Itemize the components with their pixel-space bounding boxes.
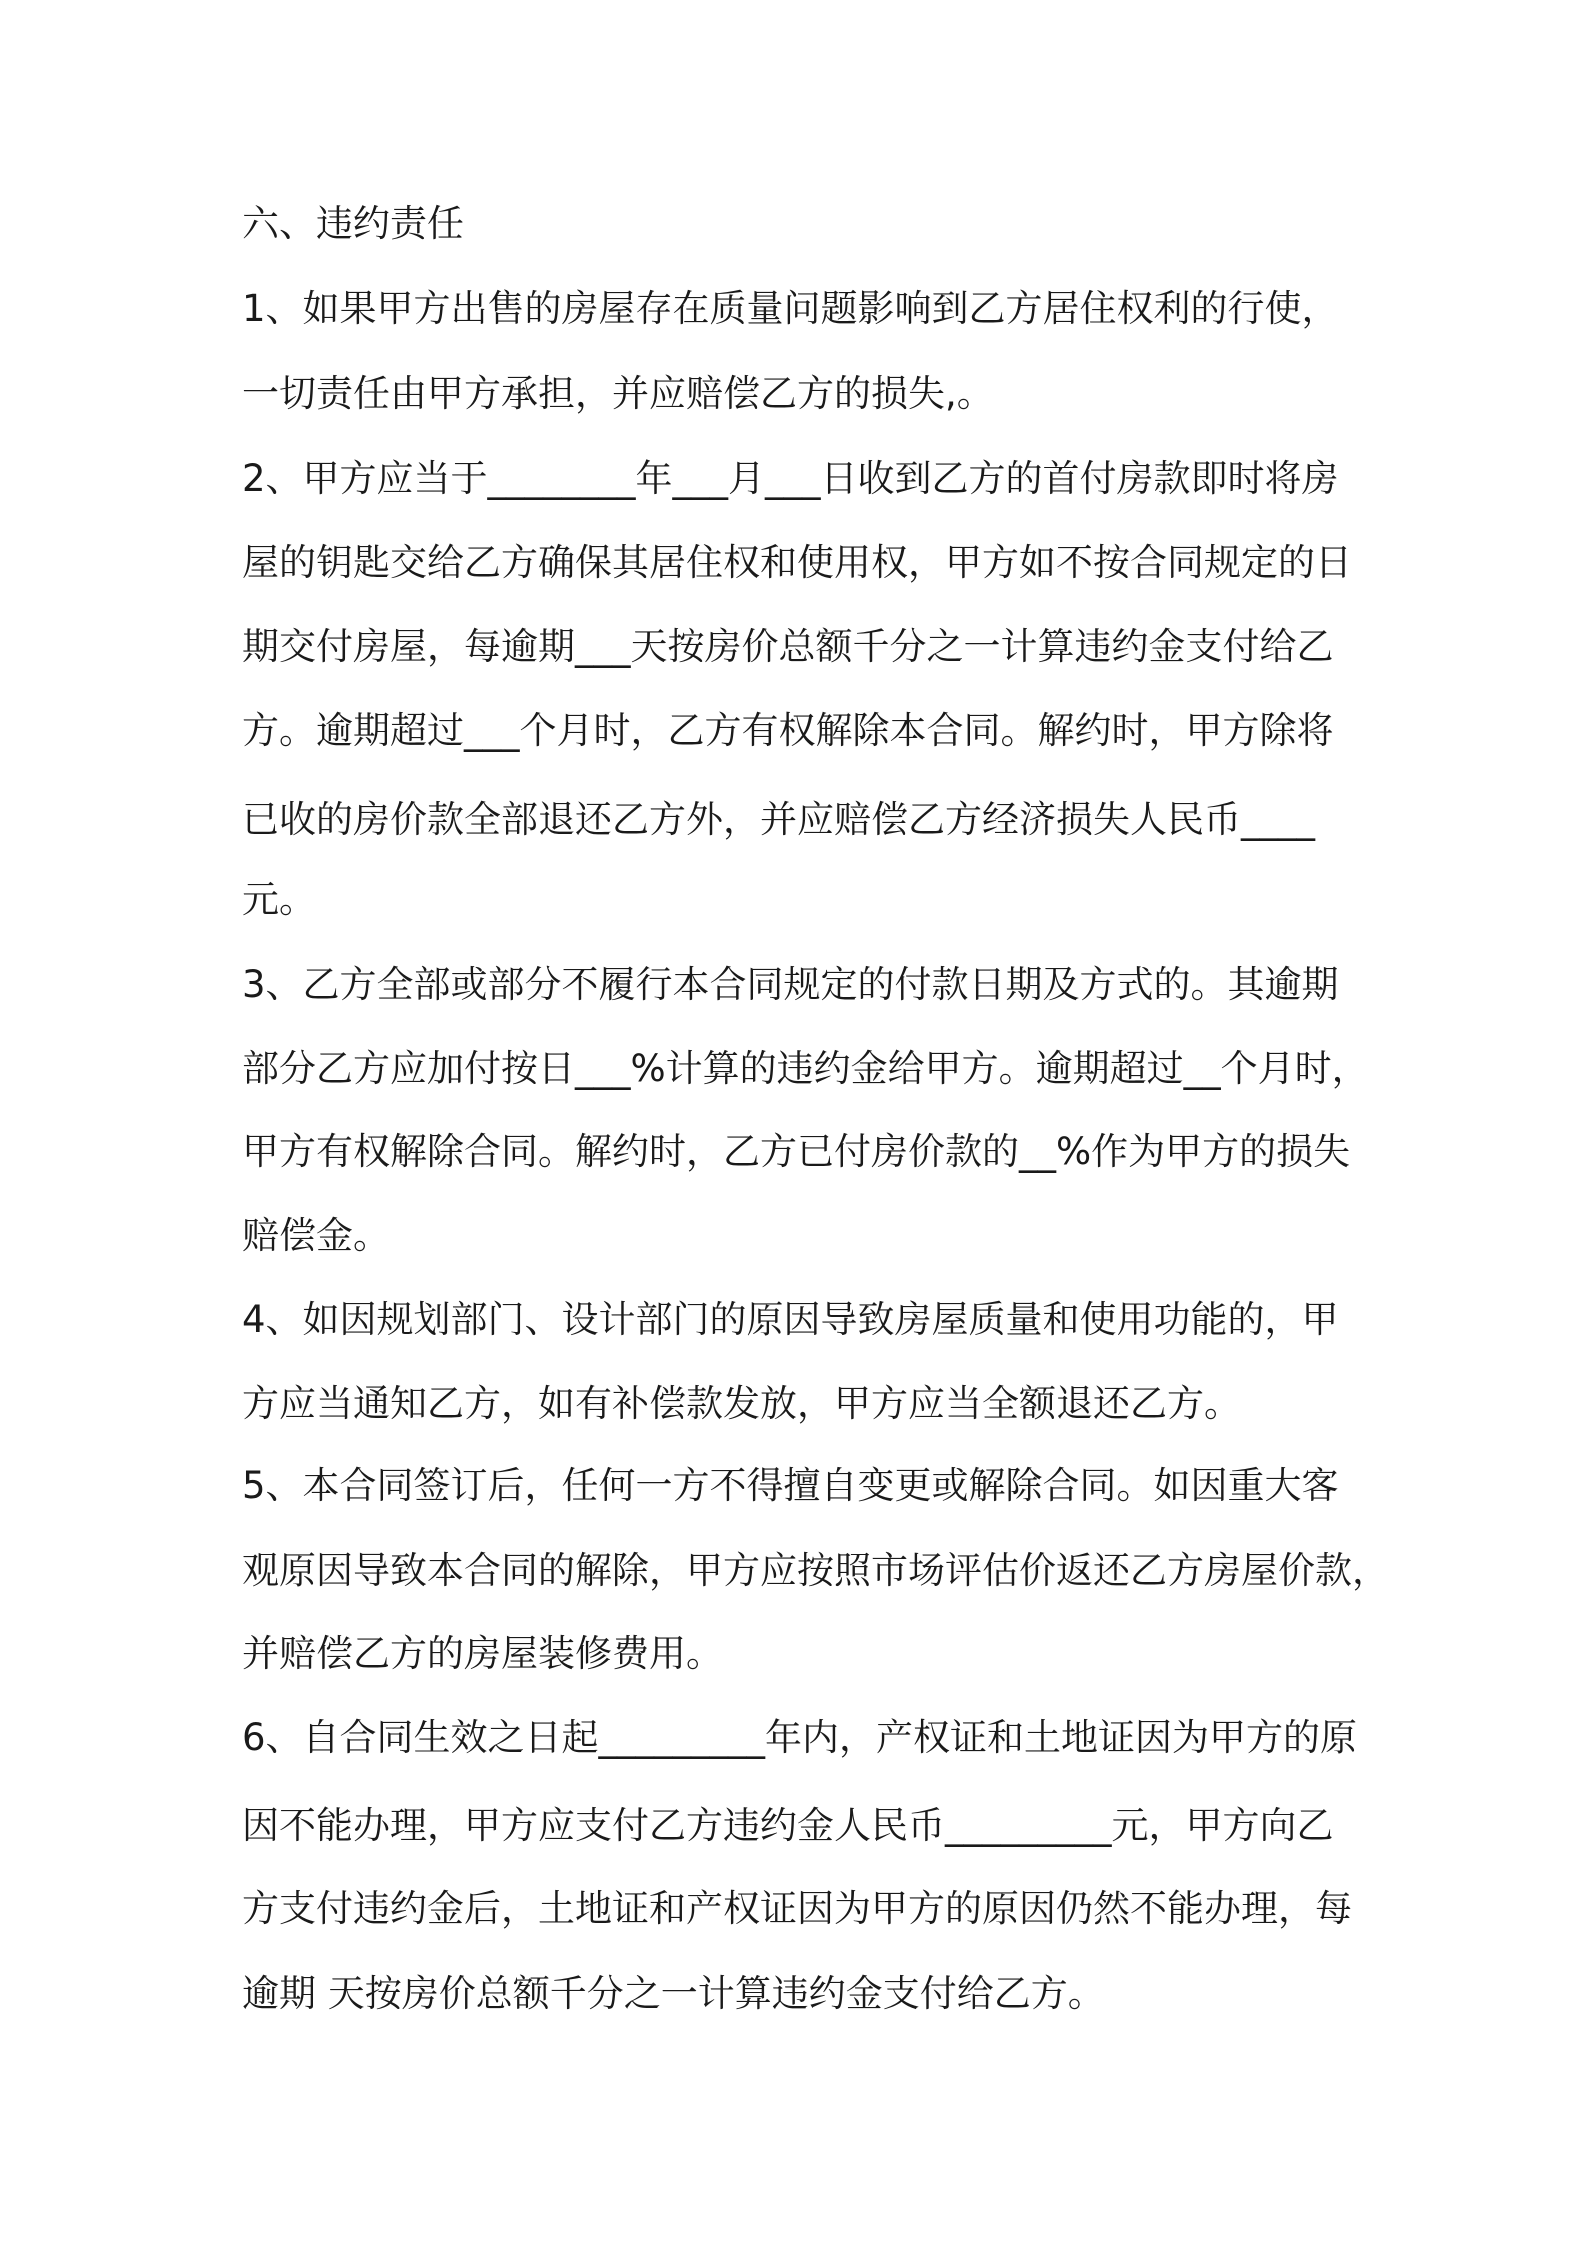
clause-line: 5、本合同签订后，任何一方不得擅自变更或解除合同。如因重大客 (242, 1464, 1339, 1507)
clause-line: 4、如因规划部门、设计部门的原因导致房屋质量和使用功能的，甲 (242, 1298, 1339, 1341)
clause-line: 1、如果甲方出售的房屋存在质量问题影响到乙方居住权利的行使， (242, 287, 1339, 330)
clause-line: 部分乙方应加付按日___%计算的违约金给甲方。逾期超过__个月时， (242, 1047, 1369, 1090)
clause-line: 甲方有权解除合同。解约时，乙方已付房价款的__%作为甲方的损失 (242, 1130, 1351, 1173)
clause-line: 期交付房屋，每逾期___天按房价总额千分之一计算违约金支付给乙 (242, 625, 1334, 668)
clause-line: 方应当通知乙方，如有补偿款发放，甲方应当全额退还乙方。 (242, 1382, 1241, 1425)
clause-line: 屋的钥匙交给乙方确保其居住权和使用权，甲方如不按合同规定的日 (242, 541, 1352, 584)
clause-line: 方。逾期超过___个月时，乙方有权解除本合同。解约时，甲方除将 (242, 709, 1334, 752)
clause-line: 元。 (242, 878, 316, 921)
clause-line: 方支付违约金后，土地证和产权证因为甲方的原因仍然不能办理，每 (242, 1887, 1352, 1930)
section-title: 六、违约责任 (242, 202, 464, 245)
clause-line: 已收的房价款全部退还乙方外，并应赔偿乙方经济损失人民币____ (242, 798, 1315, 841)
clause-line: 逾期 天按房价总额千分之一计算违约金支付给乙方。 (242, 1972, 1105, 2015)
clause-line: 并赔偿乙方的房屋装修费用。 (242, 1632, 723, 1675)
clause-line: 3、乙方全部或部分不履行本合同规定的付款日期及方式的。其逾期 (242, 963, 1339, 1006)
clause-line: 观原因导致本合同的解除，甲方应按照市场评估价返还乙方房屋价款， (242, 1549, 1389, 1592)
clause-line: 一切责任由甲方承担，并应赔偿乙方的损失,。 (242, 372, 994, 415)
clause-line: 6、自合同生效之日起_________年内，产权证和土地证因为甲方的原 (242, 1716, 1358, 1759)
clause-line: 因不能办理，甲方应支付乙方违约金人民币_________元，甲方向乙 (242, 1804, 1334, 1847)
clause-line: 赔偿金。 (242, 1214, 390, 1257)
clause-line: 2、甲方应当于________年___月___日收到乙方的首付房款即时将房 (242, 457, 1339, 500)
